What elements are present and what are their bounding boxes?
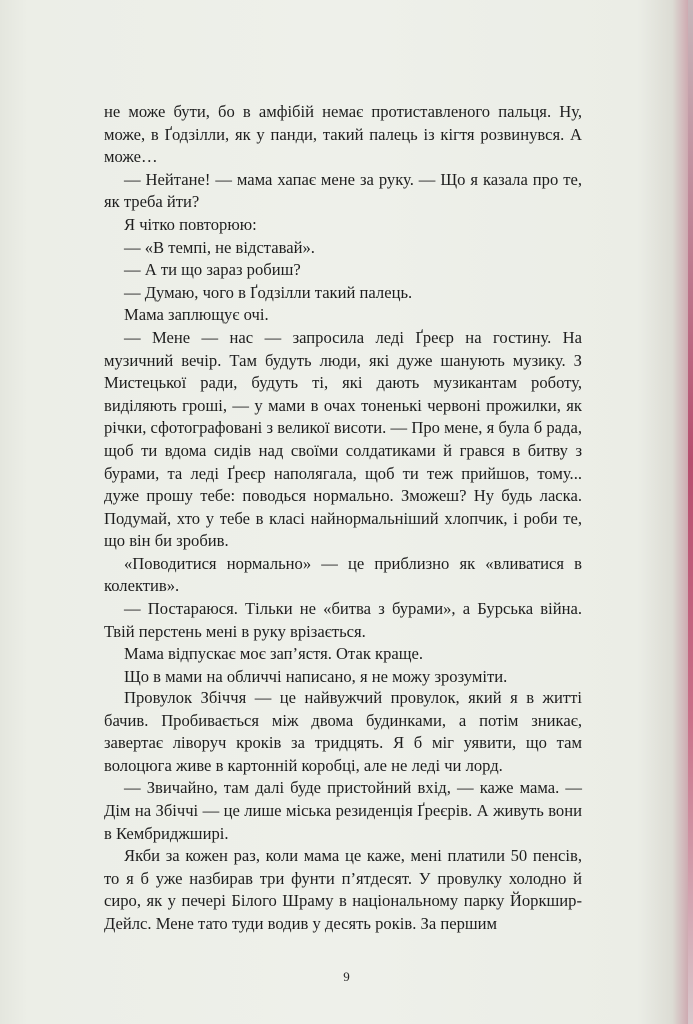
page-number: 9 bbox=[343, 969, 350, 984]
text-section-2 bbox=[104, 687, 582, 936]
paragraph-1-3: Я чітко повторюю: bbox=[124, 214, 257, 234]
paragraph-1-9: «Поводитися нормально» — це приблизно як «вливатися в колектив». bbox=[104, 553, 582, 596]
paragraph-2-3: Якби за кожен раз, коли мама це каже, мені платили 50 пенсів, то я б уже назбирав три фунти п’ятдесят. У провулку холодно й сиро, як у печері Білого Шраму в національному парку Йоркшир-Дейлс. Мене тато туди водив у десять років. За першим bbox=[104, 846, 582, 933]
paragraph-1-12: Що в мами на обличчі написано, я не можу зрозуміти. bbox=[124, 666, 508, 686]
paragraph-2-1: Провулок Збіччя — це найвужчий провулок, який я в житті бачив. Пробивається між двома будинками, а потім зникає, завертає ліворуч кроків за тридцять. Я б міг уявити, що там волоцюга живе в картонній коробці, але не леді чи лорд. bbox=[104, 688, 582, 775]
paragraph-1-6: — Думаю, чого в Ґодзілли такий палець. bbox=[124, 282, 413, 302]
paragraph-1-7: Мама заплющує очі. bbox=[124, 305, 269, 325]
paragraph-2-2: — Звичайно, там далі буде пристойний вхід, — каже мама. — Дім на Збіччі — це лише міська резиденція Ґреєрів. А живуть вони в Кембриджширі. bbox=[104, 778, 582, 843]
paragraph-1-1: не може бути, бо в амфібій немає протиставленого пальця. Ну, може, в Ґодзілли, як у панди, такий палець із кігтя розвинувся. А може… bbox=[104, 102, 582, 167]
paragraph-1-10: — Постараюся. Тільки не «битва з бурами», а Бурська війна. Твій перстень мені в руку врізається. bbox=[104, 599, 582, 641]
page-edge-decoration bbox=[688, 0, 693, 1024]
paragraph-1-8: — Мене — нас — запросила леді Ґреєр на гостину. На музичний вечір. Там будуть люди, які дуже шанують музику. З Мистецької ради, будуть ті, які дають музикантам роботу, виділяють гроші, — у мами в очах тоненькі червоні прожилки, як річки, сфотографовані з великої висоти. — Про мене, я була б рада, щоб ти вдома сидів над своїми солдатиками й грався в битву з бурами, та леді Ґреєр наполягала, щоб ти теж прийшов, тому... дуже прошу тебе: поводься нормально. Зможеш? Ну будь ласка. Подумай, хто у тебе в класі найнормальніший хлопчик, і роби те, що він би зробив. bbox=[104, 327, 582, 551]
paragraph-1-11: Мама відпускає моє зап’ястя. Отак краще. bbox=[124, 644, 424, 664]
text-section-1 bbox=[104, 101, 582, 688]
paragraph-1-4: — «В темпі, не відставай». bbox=[124, 237, 315, 257]
paragraph-1-5: — А ти що зараз робиш? bbox=[124, 260, 301, 280]
paragraph-1-2: — Нейтане! — мама хапає мене за руку. — Що я казала про те, як треба йти? bbox=[104, 169, 582, 212]
